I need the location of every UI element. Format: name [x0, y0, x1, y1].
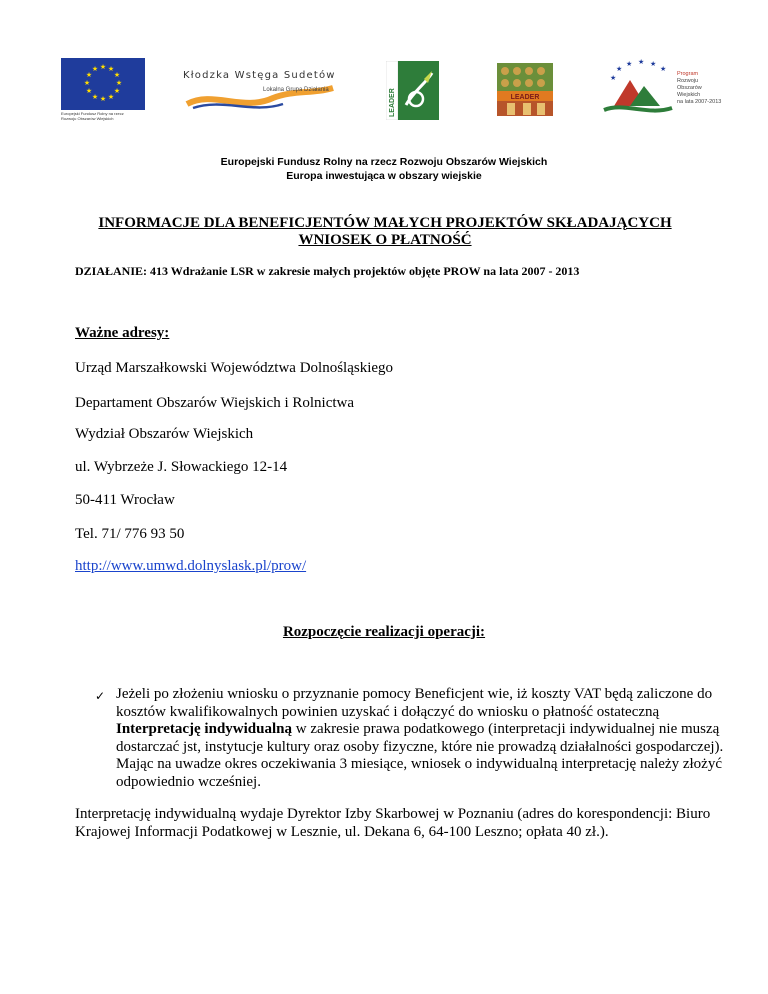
mosaic-flower-logo [497, 63, 553, 116]
prow-logo [600, 58, 722, 120]
prow-text-line: Rozwoju [677, 78, 699, 84]
svg-text:★: ★ [85, 71, 93, 79]
action-line: DZIAŁANIE: 413 Wdrażanie LSR w zakresie małych projektów objęte PROW na lata 2007 - 2013 [75, 264, 580, 278]
svg-text:★: ★ [638, 58, 645, 66]
bullet-text-part: w zakresie prawa podatkowego (interpretacji indywidualnej nie muszą dostarczać jst, instytucje kultury oraz osoby fizyczne, które nie prowadzą działalności gospodarczej). Mając na uwadze okres oczekiwania 3 miesiące, wniosek o indywidualną interpretację należy złożyć odpowiednio wcześniej. [116, 721, 724, 790]
svg-text:★: ★ [650, 60, 657, 68]
svg-text:★: ★ [626, 60, 633, 68]
eu-caption-line: Europejski Fundusz Rolny na rzecz [61, 111, 124, 116]
bullet-text-part: Jeżeli po złożeniu wniosku o przyznanie pomocy Beneficjent wie, iż koszty VAT będą zaliczone do kosztów kwalifikowalnych powinien uzyskać i dołączyć do wniosku o płatność ostateczną [116, 686, 713, 720]
bullet-paragraph [116, 686, 736, 791]
svg-text:★: ★ [107, 65, 115, 73]
eu-caption [61, 111, 145, 121]
addresses-heading: Ważne adresy: [75, 325, 170, 341]
prow-text-line: na lata 2007-2013 [677, 99, 722, 105]
phone-line: Tel. 71/ 776 93 50 [75, 526, 185, 542]
svg-text:★: ★ [107, 93, 115, 101]
svg-text:★: ★ [610, 74, 617, 82]
svg-text:★: ★ [83, 79, 91, 87]
mosaic-label: LEADER [510, 94, 540, 101]
checkmark-icon: ✓ [95, 689, 106, 703]
prow-text-line: Program [677, 71, 699, 77]
bullet-bold-term: Interpretację indywidualną [116, 721, 292, 737]
address-line: Departament Obszarów Wiejskich i Rolnictwa [75, 395, 355, 411]
title-line: WNIOSEK O PŁATNOŚĆ [298, 232, 472, 248]
lgd-subtitle: Lokalna Grupa Działania [263, 87, 329, 93]
prow-text-line: Wiejskich [677, 92, 701, 98]
address-line: ul. Wybrzeże J. Słowackiego 12-14 [75, 459, 288, 475]
interpretation-paragraph: Interpretację indywidualną wydaje Dyrektor Izby Skarbowej w Poznaniu (adres do korespondencji: Biuro Krajowej Informacji Podatkowej w Lesznie, ul. Dekana 6, 64-100 Leszno; opłata 40 zł.). [75, 806, 711, 840]
svg-text:★: ★ [99, 95, 107, 103]
prow-text [677, 71, 721, 106]
svg-text:★: ★ [113, 87, 121, 95]
address-line: Urząd Marszałkowski Województwa Dolnośląskiego [75, 360, 394, 376]
svg-text:★: ★ [91, 93, 99, 101]
document-title [70, 215, 700, 249]
svg-text:★: ★ [616, 65, 623, 73]
eu-flag-icon [61, 58, 145, 110]
prow-emblem-icon [600, 58, 676, 120]
fund-name-line: Europejski Fundusz Rolny na rzecz Rozwoju Obszarów Wiejskich [220, 156, 548, 168]
svg-text:★: ★ [99, 63, 107, 71]
leader-label: LEADER [389, 88, 396, 117]
leader-logo [386, 61, 439, 120]
fund-slogan-line: Europa inwestująca w obszary wiejskie [286, 170, 482, 182]
title-line: INFORMACJE DLA BENEFICJENTÓW MAŁYCH PROJEKTÓW SKŁADAJĄCYCH [98, 215, 672, 231]
address-line: Wydział Obszarów Wiejskich [75, 426, 254, 442]
eu-flag-logo [61, 58, 145, 123]
svg-text:★: ★ [115, 79, 123, 87]
prow-text-line: Obszarów [677, 85, 702, 91]
lgd-title: Kłodzka Wstęga Sudetów [183, 70, 336, 81]
eu-caption-line: Rozwoju Obszarów Wiejskich [61, 116, 114, 121]
svg-text:★: ★ [113, 71, 121, 79]
svg-text:★: ★ [85, 87, 93, 95]
lgd-logo [183, 70, 353, 116]
website-link[interactable]: http://www.umwd.dolnyslask.pl/prow/ [75, 558, 307, 574]
svg-text:★: ★ [91, 65, 99, 73]
section-heading: Rozpoczęcie realizacji operacji: [282, 624, 486, 640]
address-line: 50-411 Wrocław [75, 492, 175, 508]
svg-text:★: ★ [660, 65, 667, 73]
